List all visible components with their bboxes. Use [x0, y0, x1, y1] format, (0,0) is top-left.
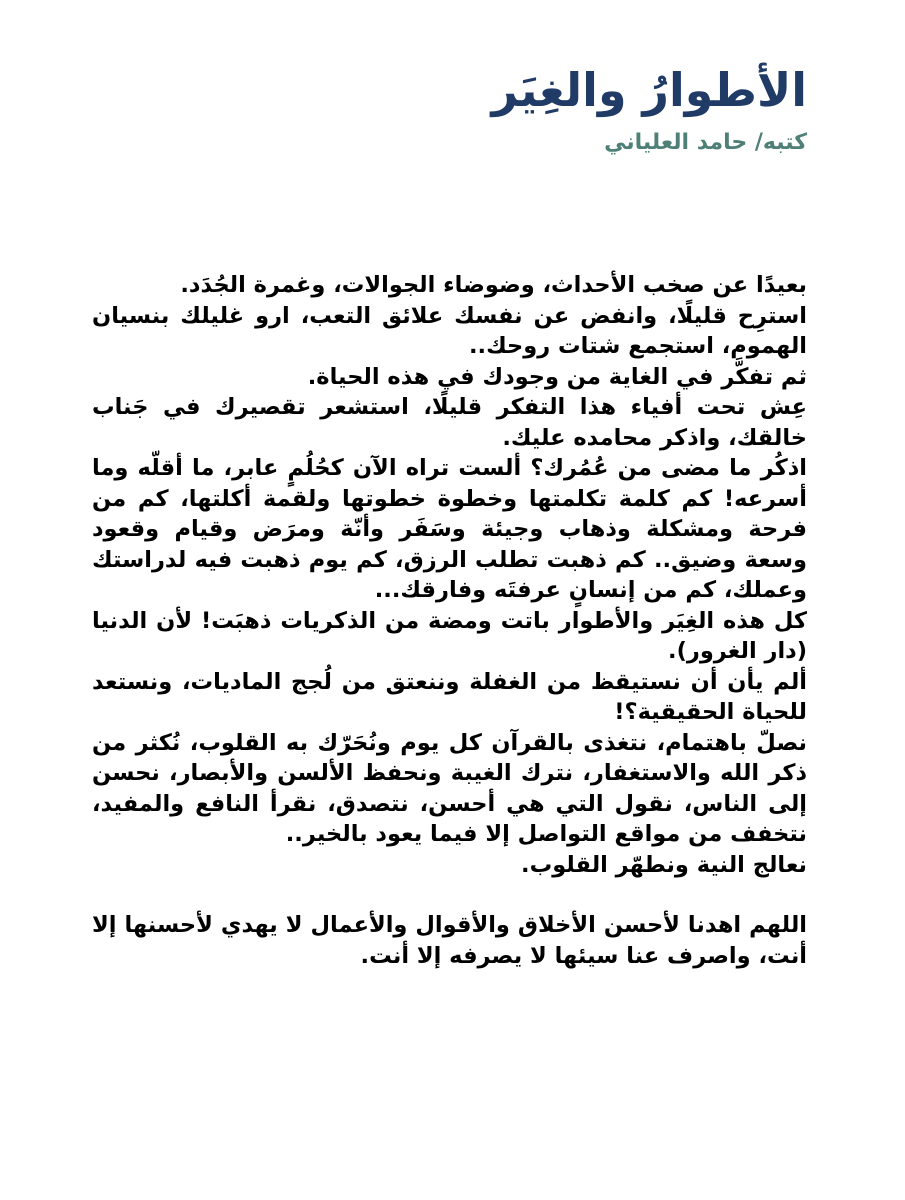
- paragraph: استرِح قليلًا، وانفض عن نفسك علائق التعب، ارو غليلك بنسيان الهموم، استجمع شتات روحك..: [92, 302, 807, 359]
- paragraph-spacer: [92, 880, 807, 910]
- paragraph: بعيدًا عن صخب الأحداث، وضوضاء الجوالات، وغمرة الجُدَد.: [180, 272, 807, 298]
- paragraph: ألم يأن أن نستيقظ من الغفلة وننعتق من لُجج الماديات، ونستعد للحياة الحقيقية؟!: [92, 668, 807, 725]
- article-title: الأطوارُ والغِيَر: [491, 63, 807, 117]
- paragraph: ثم تفكَّر في الغاية من وجودك في هذه الحياة.: [307, 363, 807, 390]
- paragraph: نعالج النية ونطهّر القلوب.: [521, 851, 807, 878]
- paragraph: اذكُر ما مضى من عُمُرك؟ ألست تراه الآن كحُلُمٍ عابر، ما أقلّه وما أسرعه! كم كلمة تكلمتها وخطوة خطوتها ولقمة أكلتها، كم من فرحة ومشكلة وذهاب وجيئة وسَفَر وأنّة ومرَض وقيام وقعود وسعة وضيق.. كم ذهبت تطلب الرزق، كم يوم ذهبت فيه لدراستك وعملك، كم من إنسانٍ عرفتَه وفارقك...: [92, 455, 807, 603]
- article-byline: كتبه/ حامد العلياني: [604, 130, 807, 155]
- article-body: [92, 270, 807, 971]
- paragraph: عِش تحت أفياء هذا التفكر قليلًا، استشعر تقصيرك في جَناب خالقك، واذكر محامده عليك.: [92, 394, 807, 451]
- paragraph: كل هذه الغِيَر والأطوار باتت ومضة من الذكريات ذهبَت! لأن الدنيا (دار الغرور).: [92, 607, 807, 664]
- article-header: [492, 58, 807, 158]
- closing-prayer: اللهم اهدنا لأحسن الأخلاق والأقوال والأعمال لا يهدي لأحسنها إلا أنت، واصرف عنا سيئها لا يصرفه إلا أنت.: [92, 912, 807, 969]
- paragraph: نصلّ باهتمام، نتغذى بالقرآن كل يوم ونُحَرّك به القلوب، نُكثر من ذكر الله والاستغفار، نترك الغيبة ونحفظ الألسن والأبصار، نحسن إلى الناس، نقول التي هي أحسن، نتصدق، نقرأ النافع والمفيد، نتخفف من مواقع التواصل إلا فيما يعود بالخير..: [92, 729, 807, 847]
